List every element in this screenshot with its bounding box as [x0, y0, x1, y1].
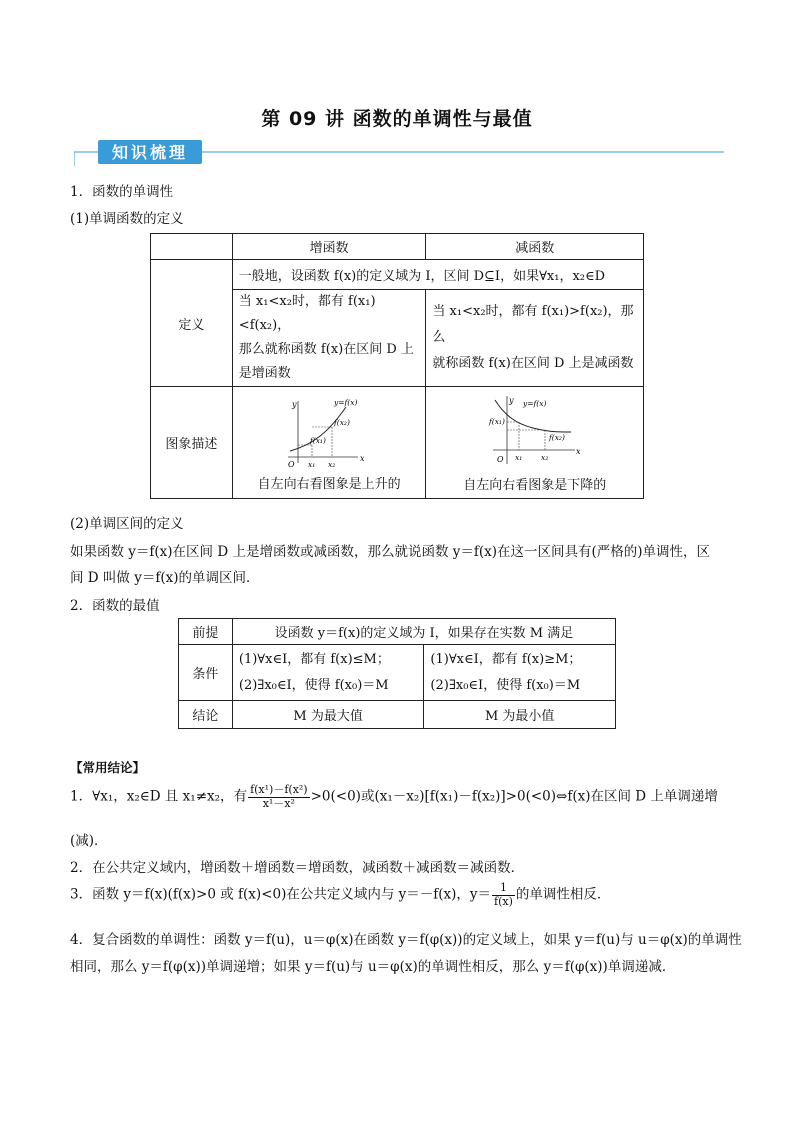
fraction-numerator: 1 [492, 882, 515, 896]
paragraph-line: 如果函数 y＝f(x)在区间 D 上是增函数或减函数，那么就说函数 y＝f(x)在这一区间具有(严格的)单调性，区 [70, 544, 711, 560]
graph-dec-cell [426, 387, 644, 499]
condition-max [232, 645, 424, 701]
graph-inc-cell [232, 387, 426, 499]
condition-min [424, 645, 616, 701]
row-label-conclusion: 结论 [179, 701, 233, 729]
row-label-premise: 前提 [179, 619, 233, 645]
condition-line: (2)∃x₀∈I，使得 f(x₀)＝M [430, 677, 581, 693]
conclusion-min: M 为最小值 [424, 701, 616, 729]
definition-inc [232, 290, 426, 387]
fraction-numerator: f(x¹)－f(x²) [250, 783, 308, 796]
monotonic-table [150, 233, 644, 499]
tick-label-x1: x₁ [514, 453, 522, 462]
extremum-table [178, 618, 616, 729]
fraction-denominator: x¹－x² [262, 796, 295, 810]
condition-line: (1)∀x∈I，都有 f(x)≥M； [430, 651, 582, 667]
axis-label-x: x [360, 454, 365, 463]
conclusion-item-4: 4．复合函数的单调性：函数 y＝f(u)，u＝φ(x)在函数 y＝f(φ(x))的定义域上，如果 y＝f(u)与 u＝φ(x)的单调性 [70, 932, 742, 948]
conclusion-text: 3．函数 y＝f(x)(f(x)>0 或 f(x)<0)在公共定义域内与 y＝－f(x)，y＝ [70, 886, 492, 903]
condition-line: (1)∀x∈I，都有 f(x)≤M； [238, 651, 390, 667]
conclusion-item-1-cont: (减)． [70, 833, 108, 849]
premise-text: 设函数 y＝f(x)的定义域为 I，如果存在实数 M 满足 [232, 619, 615, 645]
fraction [248, 784, 310, 810]
axis-label-x: x [575, 447, 581, 456]
page-title: 第 09 讲 函数的单调性与最值 [261, 108, 533, 130]
definition-dec [426, 290, 644, 387]
definition-inc-line: 是增函数 [238, 366, 291, 381]
conclusion-max: M 为最大值 [232, 701, 424, 729]
section-heading: 1．函数的单调性 [70, 184, 174, 200]
definition-inc-line: 那么就称函数 f(x)在区间 D 上 [238, 342, 414, 357]
graph-caption-dec: 自左向右看图象是下降的 [463, 478, 607, 493]
graph-caption-inc: 自左向右看图象是上升的 [257, 477, 401, 492]
row-label-graph: 图象描述 [151, 387, 233, 499]
conclusion-item-2: 2．在公共定义域内，增函数＋增函数＝增函数，减函数＋减函数＝减函数． [70, 860, 525, 876]
definition-inc-line: 当 x₁<x₂时，都有 f(x₁)<f(x₂)， [238, 294, 376, 333]
definition-dec-line: 当 x₁<x₂时，都有 f(x₁)>f(x₂)，那么 [432, 304, 634, 345]
conclusion-item-4-cont: 相同，那么 y＝f(φ(x))单调递增；如果 y＝f(u)与 u＝φ(x)的单调性相反，那么 y＝f(φ(x))单调递减． [70, 959, 676, 975]
tick-label-x2: x₂ [540, 453, 548, 462]
fraction [492, 882, 515, 908]
curve-label: y=f(x) [334, 398, 358, 407]
condition-line: (2)∃x₀∈I，使得 f(x₀)＝M [238, 677, 389, 693]
conclusion-text: 的单调性相反． [515, 886, 611, 903]
conclusion-item-3 [70, 882, 610, 908]
axis-label-y: y [292, 400, 297, 409]
definition-dec-line: 就称函数 f(x)在区间 D 上是减函数 [432, 356, 634, 371]
conclusions-heading: 【常用结论】 [70, 760, 146, 775]
subsection-heading: (1)单调函数的定义 [70, 211, 184, 227]
origin-label: O [288, 460, 295, 469]
banner-graphic [74, 138, 724, 166]
col-header-dec: 减函数 [426, 234, 644, 260]
banner-label: 知识梳理 [111, 143, 189, 162]
increasing-graph [284, 397, 374, 471]
fraction-denominator: f(x) [494, 894, 513, 908]
tick-label-x2: x₂ [328, 460, 336, 469]
row-label-definition: 定义 [151, 260, 233, 387]
axis-label-y: y [508, 396, 514, 405]
value-label: f(x₁) [310, 436, 326, 445]
value-label: f(x₂) [334, 418, 350, 427]
paragraph-line: 间 D 叫做 y＝f(x)的单调区间． [70, 570, 260, 586]
row-label-condition: 条件 [179, 645, 233, 701]
col-header-inc: 增函数 [232, 234, 426, 260]
section-banner [74, 138, 724, 166]
decreasing-graph [487, 394, 583, 468]
table-cell-empty [151, 234, 233, 260]
conclusion-item-1 [70, 784, 718, 810]
conclusion-text: 1．∀x₁，x₂∈D 且 x₁≠x₂，有 [70, 788, 248, 805]
conclusion-text: >0(<0)或(x₁－x₂)[f(x₁)－f(x₂)]>0(<0)⇔f(x)在区间 D 上单调递增 [310, 788, 718, 805]
value-label: f(x₁) [488, 417, 505, 426]
section-heading: 2．函数的最值 [70, 598, 160, 614]
subsection-heading: (2)单调区间的定义 [70, 516, 184, 532]
definition-common: 一般地，设函数 f(x)的定义域为 I，区间 D⊆I，如果∀x₁，x₂∈D [232, 260, 643, 290]
value-label: f(x₂) [548, 433, 565, 442]
tick-label-x1: x₁ [308, 460, 316, 469]
origin-label: O [496, 455, 504, 464]
curve-label: y=f(x) [522, 399, 547, 408]
